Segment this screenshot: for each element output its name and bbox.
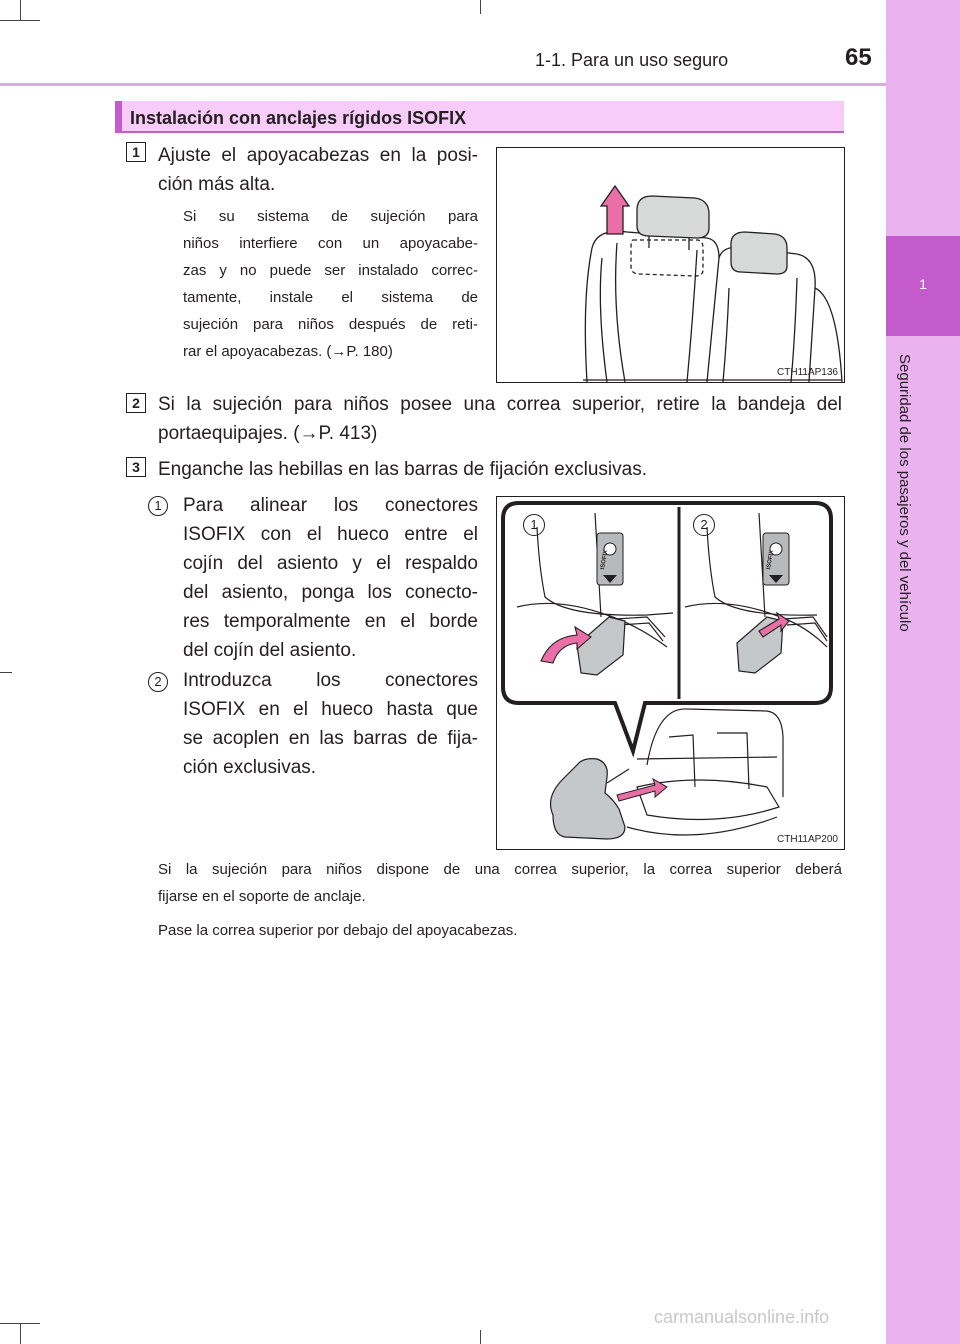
substep-2-text: [183, 666, 478, 782]
chapter-side-tab: [886, 0, 960, 1344]
page-number: 65: [845, 44, 872, 71]
note-line: fijarse en el soporte de anclaje.: [158, 888, 366, 905]
isofix-figure: [496, 496, 845, 850]
substep-line: ISOFIX en el hueco hasta que: [183, 699, 478, 720]
headrest-illustration: [497, 148, 844, 382]
note-line: niños interfiere con un apoyacabe-: [183, 235, 478, 252]
notes: [158, 856, 842, 944]
header-rule: [0, 83, 886, 86]
step-number-3: 3: [126, 457, 146, 477]
substep-marker-2: 2: [148, 672, 168, 692]
up-arrow: [601, 186, 629, 234]
substep-line: Para alinear los conectores: [183, 495, 478, 516]
substep-marker-1: 1: [148, 496, 168, 516]
substep-line: del asiento, ponga los conecto-: [183, 582, 478, 603]
substep-line: cojín del asiento y el respaldo: [183, 553, 478, 574]
substep-1-text: [183, 491, 478, 665]
note-line: rar el apoyacabezas. (→P. 180): [183, 343, 393, 360]
substep-line: se acoplen en las barras de fija-: [183, 728, 478, 749]
crop-mark: [20, 1324, 21, 1344]
step-1-text: [158, 141, 478, 199]
crop-mark: [480, 1330, 481, 1344]
isofix-tag-label-2: ISOFIX: [766, 549, 776, 571]
substep-line: Introduzca los conectores: [183, 670, 478, 691]
section-title: Instalación con anclajes rígidos ISOFIX: [130, 108, 467, 128]
chapter-number: 1: [919, 276, 927, 292]
substep-line: ción exclusivas.: [183, 757, 317, 778]
figure-code: CTH11AP136: [777, 367, 838, 378]
note-line: tamente, instale el sistema de: [183, 289, 478, 306]
step-1-line: ción más alta.: [158, 174, 276, 195]
note-line: sujeción para niños después de reti-: [183, 316, 478, 333]
figure-label-1: 1: [523, 514, 545, 536]
note-line: zas y no puede ser instalado correc-: [183, 262, 478, 279]
substep-line: del cojín del asiento.: [183, 640, 357, 661]
note-line: Pase la correa superior por debajo del apoyacabezas.: [158, 922, 518, 939]
substep-line: res temporalmente en el borde: [183, 611, 478, 632]
step-2-line: Si la sujeción para niños posee una correa superior, retire la bandeja del: [158, 394, 842, 415]
crop-mark: [480, 0, 481, 14]
isofix-illustration: [497, 497, 844, 849]
figure-code: CTH11AP200: [777, 834, 838, 845]
crop-mark: [0, 672, 12, 673]
chapter-title: Seguridad de los pasajeros y del vehículo: [896, 354, 913, 632]
step-2-line: portaequipajes. (→P. 413): [158, 423, 378, 444]
crop-mark: [20, 0, 21, 20]
figure-label-2: 2: [693, 514, 715, 536]
crop-mark: [0, 20, 40, 21]
watermark: carmanualsonline.info: [654, 1307, 830, 1327]
child-seat: [551, 759, 625, 839]
step-number-2: 2: [126, 393, 146, 413]
step-number-1: 1: [126, 142, 146, 162]
step-1-line: Ajuste el apoyacabezas en la posi-: [158, 145, 478, 166]
step-1-note: [183, 203, 478, 365]
note-line: Si la sujeción para niños dispone de una correa superior, la correa superior deberá: [158, 861, 842, 878]
section-title-bar: [115, 101, 122, 133]
substep-line: ISOFIX con el hueco entre el: [183, 524, 478, 545]
note-line: Si su sistema de sujeción para: [183, 208, 478, 225]
isofix-tag-label-1: ISOFIX: [600, 549, 610, 571]
header-section-title: 1-1. Para un uso seguro: [535, 50, 729, 70]
step-3-text: Enganche las hebillas en las barras de fijación exclusivas.: [158, 459, 647, 480]
headrest-figure: [496, 147, 845, 383]
step-2-text: [158, 390, 842, 448]
